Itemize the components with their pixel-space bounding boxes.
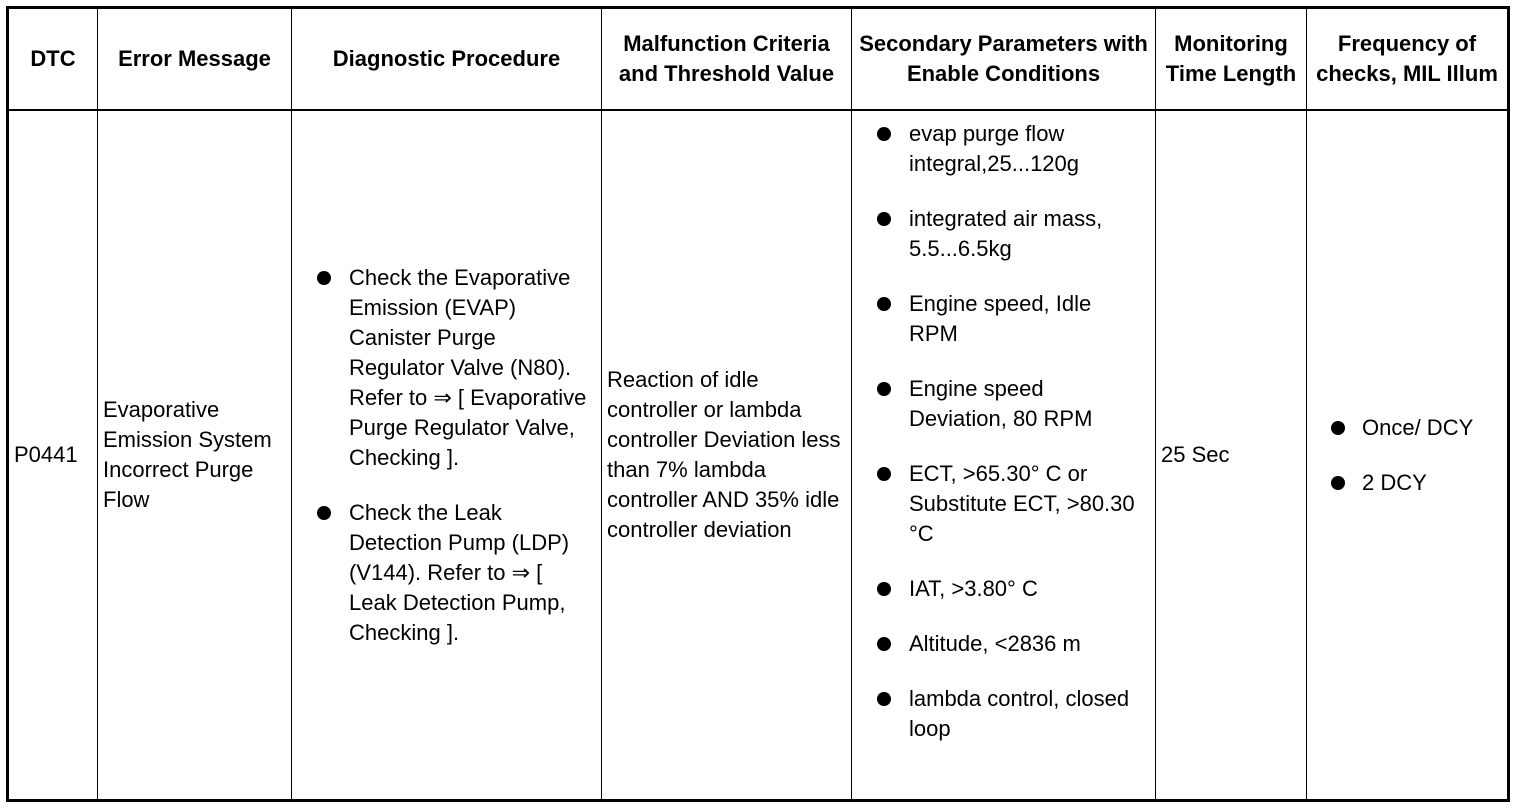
cell-frequency [1307, 110, 1509, 801]
list-item: Altitude, <2836 m [857, 629, 1141, 659]
list-item: 2 DCY [1312, 468, 1502, 498]
cell-error-message: Evaporative Emission System Incorrect Purge Flow [98, 110, 292, 801]
procedure-list [297, 263, 593, 648]
list-item: Engine speed, Idle RPM [857, 289, 1141, 349]
cell-dtc: P0441 [8, 110, 98, 801]
cell-diagnostic-procedure [292, 110, 602, 801]
list-item: IAT, >3.80° C [857, 574, 1141, 604]
header-monitoring-time: Monitoring Time Length [1156, 8, 1307, 111]
list-item: Check the Leak Detection Pump (LDP) (V144). Refer to ⇒ [ Leak Detection Pump, Checking ]. [297, 498, 593, 648]
cell-malfunction-criteria: Reaction of idle controller or lambda controller Deviation less than 7% lambda controller AND 35% idle controller deviation [602, 110, 852, 801]
frequency-list [1312, 413, 1502, 498]
list-item: integrated air mass, 5.5...6.5kg [857, 204, 1141, 264]
list-item: Engine speed Deviation, 80 RPM [857, 374, 1141, 434]
list-item: ECT, >65.30° C or Substitute ECT, >80.30 °C [857, 459, 1141, 549]
cell-monitoring-time: 25 Sec [1156, 110, 1307, 801]
dtc-table [6, 6, 1510, 802]
secondary-parameters-list [857, 119, 1141, 744]
list-item: Check the Evaporative Emission (EVAP) Canister Purge Regulator Valve (N80). Refer to ⇒ [ Evaporative Purge Regulator Valve, Checking ]. [297, 263, 593, 473]
list-item: Once/ DCY [1312, 413, 1502, 443]
header-diagnostic-procedure: Diagnostic Procedure [292, 8, 602, 111]
header-malfunction-criteria: Malfunction Criteria and Threshold Value [602, 8, 852, 111]
header-dtc: DTC [8, 8, 98, 111]
list-item: evap purge flow integral,25...120g [857, 119, 1141, 179]
header-row [8, 8, 1509, 111]
header-secondary-parameters: Secondary Parameters with Enable Conditions [852, 8, 1156, 111]
list-item: lambda control, closed loop [857, 684, 1141, 744]
header-error-message: Error Message [98, 8, 292, 111]
cell-secondary-parameters [852, 110, 1156, 801]
header-frequency: Frequency of checks, MIL Illum [1307, 8, 1509, 111]
table-row [8, 110, 1509, 801]
